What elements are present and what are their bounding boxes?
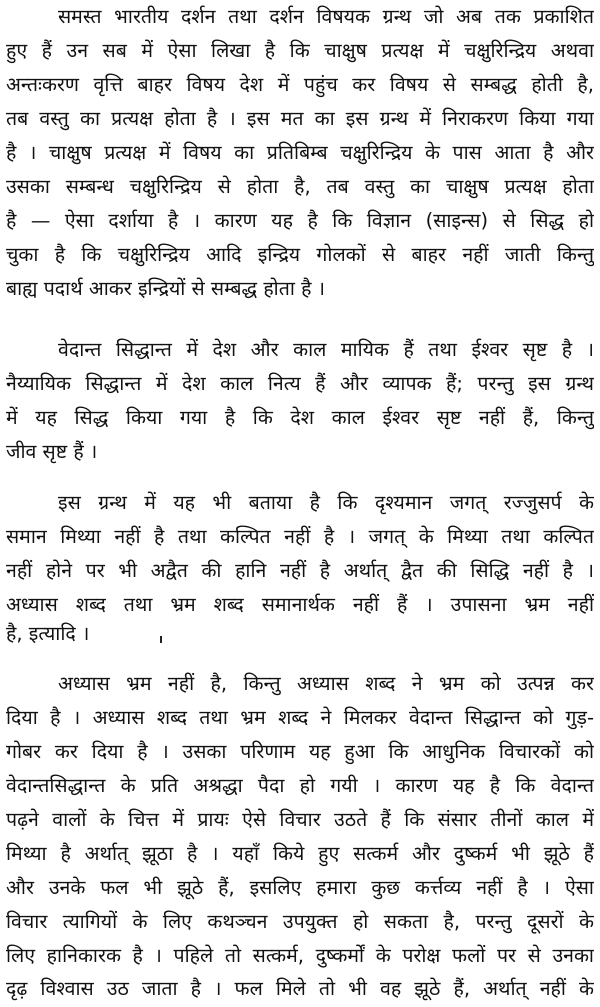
text-line: अध्यास भ्रम नहीं है, किन्तु अध्यास शब्द ने भ्रम को उत्पन्न कर: [58, 672, 594, 695]
text-line: उसका सम्बन्ध चक्षुरिन्द्रिय से होता है, तब वस्तु का चाक्षुष प्रत्यक्ष होता: [6, 175, 594, 198]
text-line: दिया है । अध्यास शब्द तथा भ्रम शब्द ने मिलकर वेदान्त सिद्धान्त को गुड़-: [6, 706, 594, 729]
text-line: विचार त्यागियों के लिए कथञ्चन उपयुक्त हो सकता है, परन्तु दूसरों के: [6, 910, 594, 933]
text-line: नहीं होने पर भी अद्वैत की हानि नहीं है अर्थात् द्वैत की सिद्धि नहीं है ।: [6, 559, 594, 582]
text-line: अध्यास शब्द तथा भ्रम शब्द समानार्थक नहीं हैं । उपासना भ्रम नहीं: [6, 593, 594, 616]
text-line: जीव सृष्ट हैं ।: [6, 440, 98, 463]
text-line: पढ़ने वालों के चित्त में प्रायः ऐसे विचार उठते हैं कि संसार तीनों काल में: [6, 808, 594, 831]
text-line: हुए हैं उन सब में ऐसा लिखा है कि चाक्षुष प्रत्यक्ष में चक्षुरिन्द्रिय अथवा: [6, 39, 594, 62]
text-line: नैय्यायिक सिद्धान्त में देश काल नित्य हैं और व्यापक हैं; परन्तु इस ग्रन्थ: [6, 372, 594, 395]
text-line: है, इत्यादि ।: [6, 622, 90, 645]
text-line: और उनके फल भी झूठे हैं, इसलिए हमारा कुछ कर्त्तव्य नहीं है । ऐसा: [6, 876, 594, 899]
text-line: दृढ़ विश्वास उठ जाता है । फल मिले तो भी वह झूठे हैं, अर्थात् नहीं के: [6, 977, 594, 1000]
text-line: है — ऐसा दर्शाया है । कारण यह है कि विज्ञान (साइन्स) से सिद्ध हो: [6, 209, 594, 232]
text-line: में यह सिद्ध किया गया है कि देश काल ईश्वर सृष्ट नहीं हैं, किन्तु: [6, 406, 594, 429]
text-line: गोबर कर दिया है । उसका परिणाम यह हुआ कि आधुनिक विचारकों को: [6, 740, 594, 763]
stray-ink-mark: [160, 636, 162, 643]
text-line: बाह्य पदार्थ आकर इन्द्रियों से सम्बद्ध होता है ।: [6, 277, 326, 300]
text-line: समस्त भारतीय दर्शन तथा दर्शन विषयक ग्रन्थ जो अब तक प्रकाशित: [58, 5, 594, 28]
text-line: तब वस्तु का प्रत्यक्ष होता है । इस मत का इस ग्रन्थ में निराकरण किया गया: [6, 107, 594, 130]
text-line: समान मिथ्या नहीं है तथा कल्पित नहीं है । जगत् के मिथ्या तथा कल्पित: [6, 525, 594, 548]
text-line: वेदान्त सिद्धान्त में देश और काल मायिक हैं तथा ईश्वर सृष्ट है ।: [58, 338, 594, 361]
text-line: है । चाक्षुष प्रत्यक्ष में विषय का प्रतिबिम्ब चक्षुरिन्द्रिय के पास आता है और: [6, 141, 594, 164]
text-line: इस ग्रन्थ में यह भी बताया है कि दृश्यमान जगत् रज्जुसर्प के: [58, 491, 594, 514]
text-line: लिए हानिकारक है । पहिले तो सत्कर्म, दुष्कर्मों के परोक्ष फलों पर से उनका: [6, 944, 594, 967]
text-line: वेदान्तसिद्धान्त के प्रति अश्रद्धा पैदा हो गयी । कारण यह है कि वेदान्त: [6, 774, 594, 797]
text-line: मिथ्या है अर्थात् झूठा है । यहाँ किये हुए सत्कर्म और दुष्कर्म भी झूठे हैं: [6, 842, 594, 865]
text-line: चुका है कि चक्षुरिन्द्रिय आदि इन्द्रिय गोलकों से बाहर नहीं जाती किन्तु: [6, 243, 594, 266]
text-line: अन्तःकरण वृत्ति बाहर विषय देश में पहुंच कर विषय से सम्बद्ध होती है,: [6, 73, 594, 96]
